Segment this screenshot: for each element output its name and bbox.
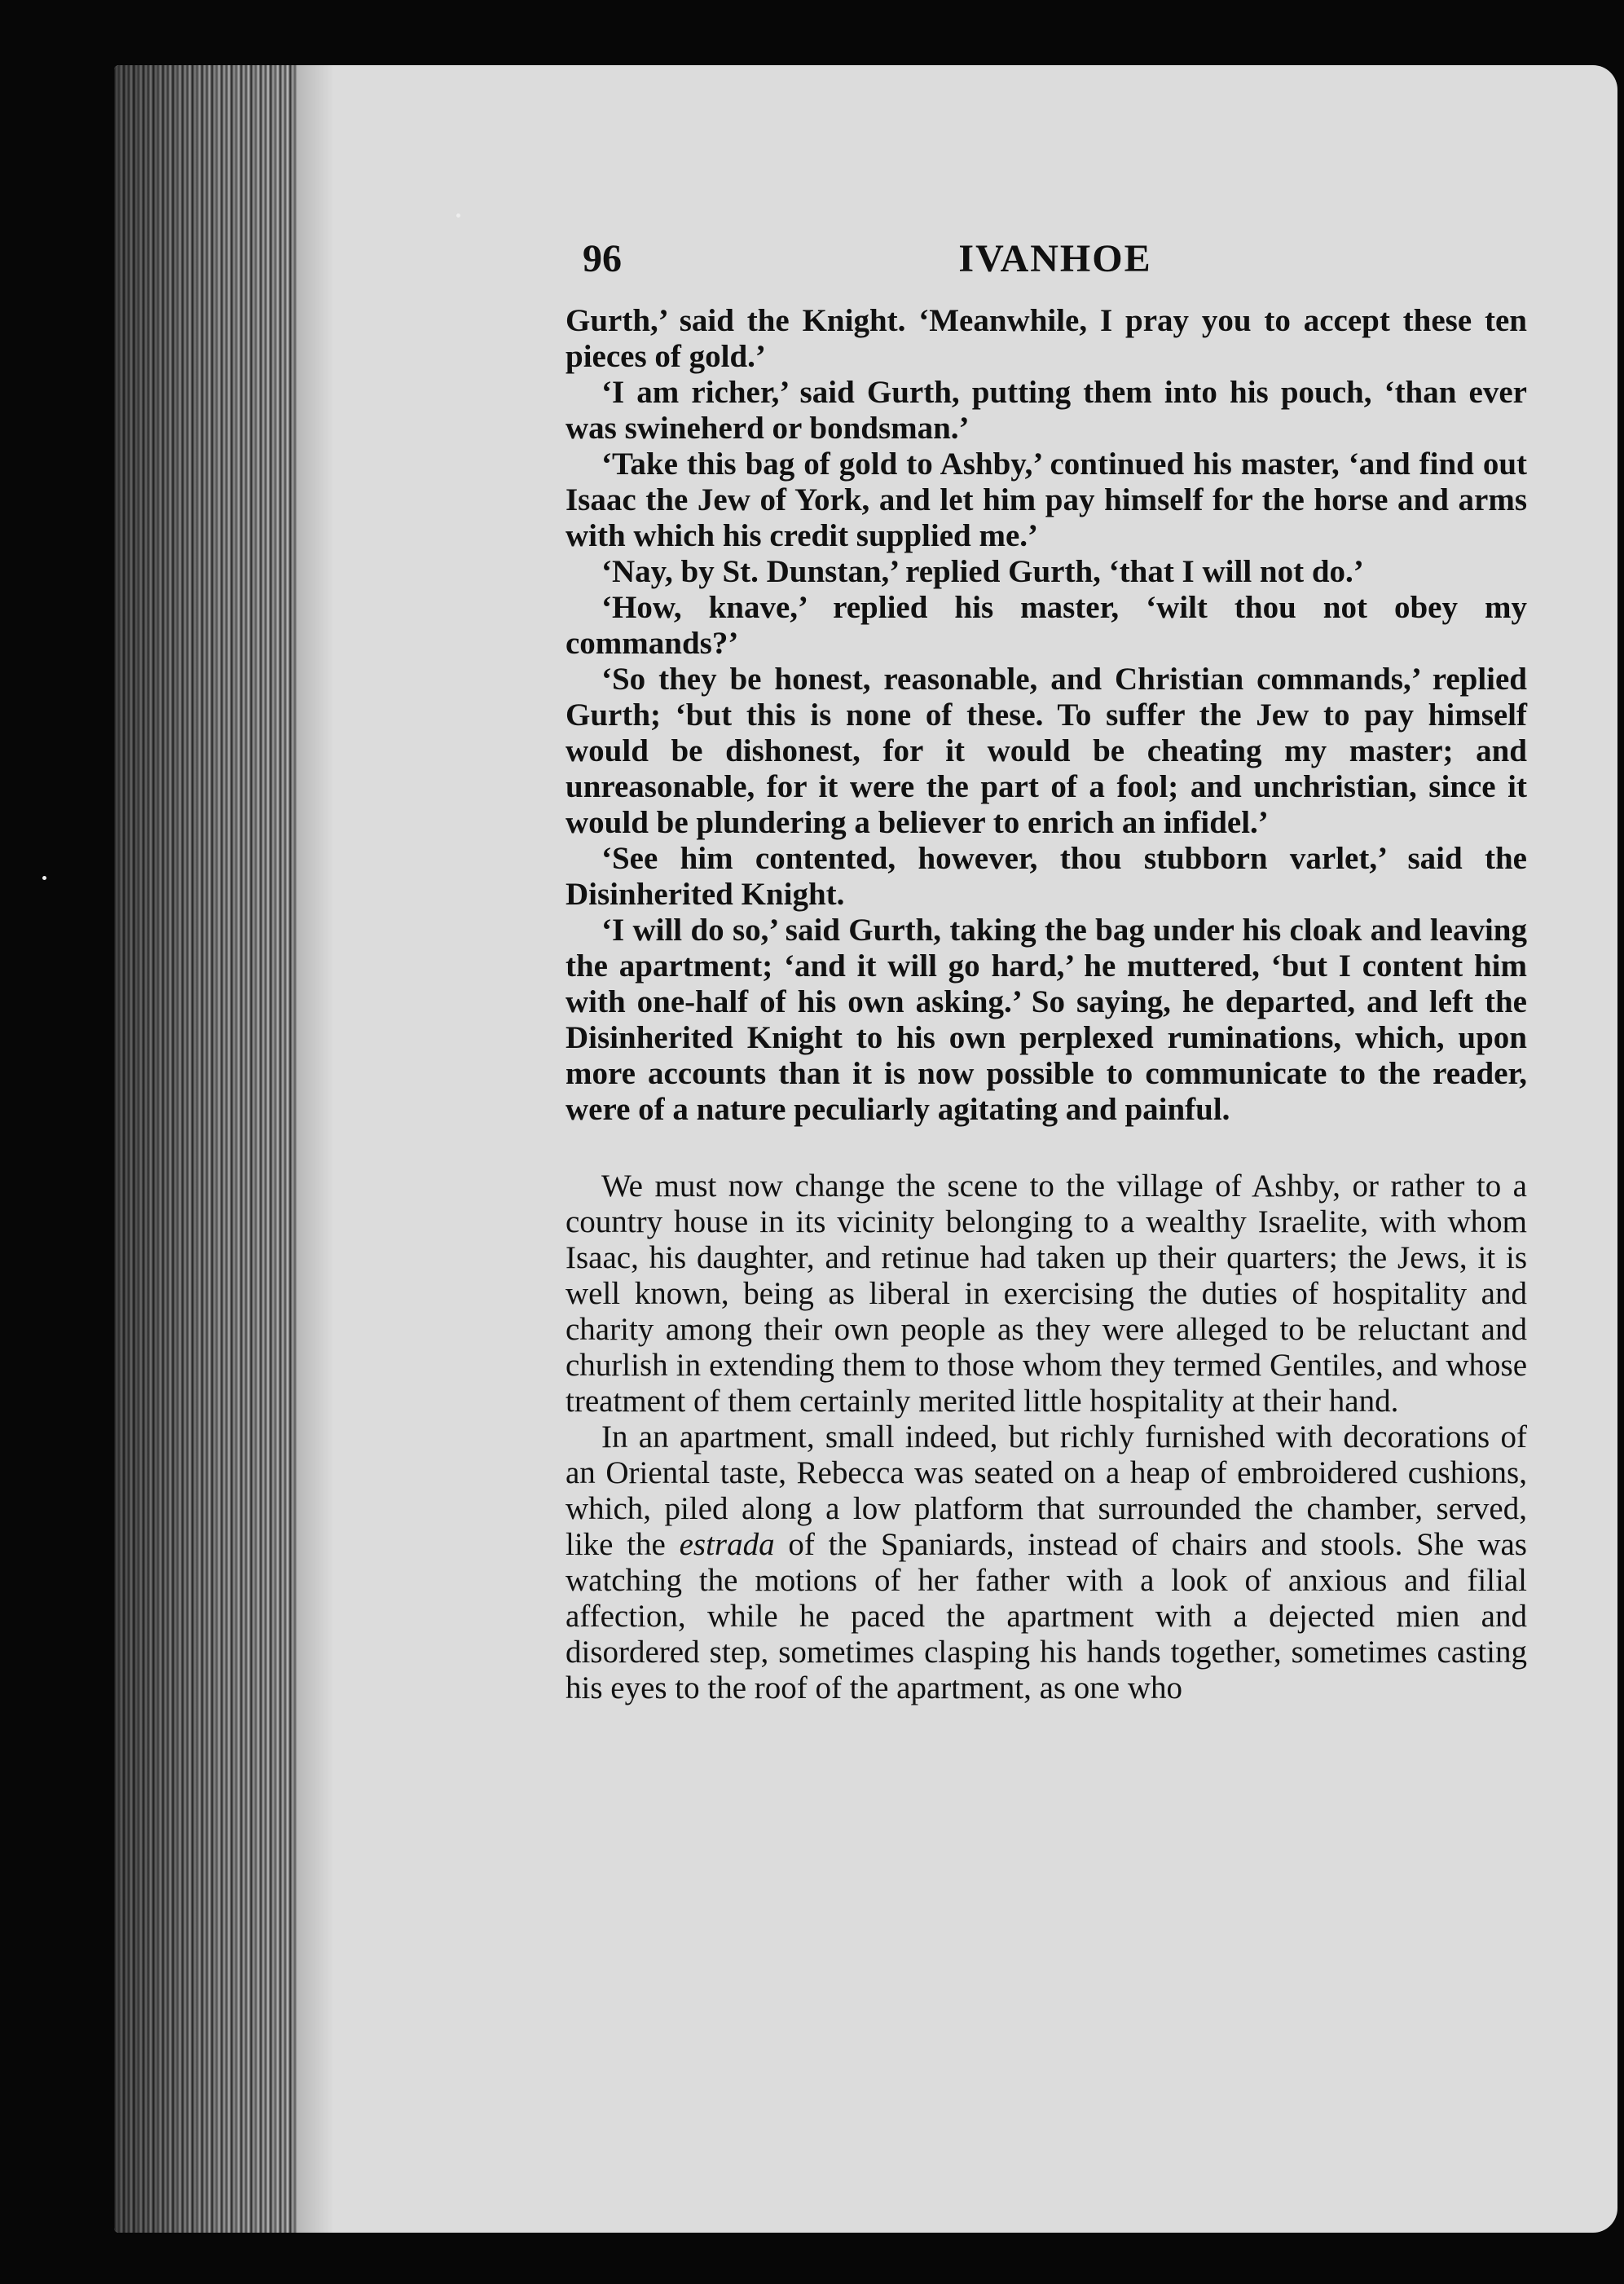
paragraph: ‘How, knave,’ replied his master, ‘wilt thou not obey my commands?’ xyxy=(566,590,1527,661)
paragraph: We must now change the scene to the village of Ashby, or rather to a country house in its vicinity belonging to a wealthy Israelite, with whom Isaac, his daughter, and retinue had taken up their quarters; the Jews, it is well known, being as liberal in exercising the duties of hospitality and charity among their own people as they were alleged to be reluctant and churlish in extending them to those whom they termed Gentiles, and whose treatment of them certainly merited little hospitality at their hand. xyxy=(566,1168,1527,1419)
paragraph-text: of the Spaniards, instead of chairs and stools. She was watching the motions of her father with a look of anxious and filial affection, while he paced the apartment with a dejected mien and disordered step, sometimes clasping his hands together, sometimes casting his eyes to the roof of the apartment, as one who xyxy=(566,1527,1527,1705)
paragraph xyxy=(566,1419,1527,1706)
paragraph: ‘I will do so,’ said Gurth, taking the bag under his cloak and leaving the apartment; ‘and it will go hard,’ he muttered, ‘but I content him with one-half of his own asking.’ So saying, he departed, and left the Disinherited Knight to his own perplexed ruminations, which, upon more accounts than it is now possible to communicate to the reader, were of a nature peculiarly agitating and painful. xyxy=(566,913,1527,1127)
running-title: IVANHOE xyxy=(958,237,1152,280)
page-number: 96 xyxy=(583,237,622,280)
paragraph: ‘So they be honest, reasonable, and Christian commands,’ replied Gurth; ‘but this is none of these. To suffer the Jew to pay himself would be dishonest, for it would be cheating my master; and unreasonable, for it were the part of a fool; and unchristian, since it would be plundering a believer to enrich an infidel.’ xyxy=(566,662,1527,840)
running-head xyxy=(583,236,1528,293)
scan-speck xyxy=(456,213,460,218)
paragraph: Gurth,’ said the Knight. ‘Meanwhile, I pray you to accept these ten pieces of gold.’ xyxy=(566,303,1527,374)
body-text xyxy=(566,303,1527,1706)
paragraph: ‘Nay, by St. Dunstan,’ replied Gurth, ‘that I will not do.’ xyxy=(601,554,1364,589)
paragraph-text: In an apartment, small indeed, but richly furnished with decorations of an Oriental taste, Rebecca was seated on a heap of embroidered cushions, which, piled along a low platform that surrounded the chamber, served, like the xyxy=(566,1419,1527,1562)
scan-speck xyxy=(42,876,46,880)
paragraph: ‘I am richer,’ said Gurth, putting them into his pouch, ‘than ever was swineherd or bondsman.’ xyxy=(566,375,1527,446)
italic-word: estrada xyxy=(679,1527,775,1562)
paragraph: ‘See him contented, however, thou stubborn varlet,’ said the Disinherited Knight. xyxy=(566,841,1527,912)
page-fold xyxy=(297,65,334,2233)
page-edges xyxy=(114,65,301,2233)
paragraph: ‘Take this bag of gold to Ashby,’ continued his master, ‘and find out Isaac the Jew of York, and let him pay himself for the horse and arms with which his credit supplied me.’ xyxy=(566,447,1527,553)
